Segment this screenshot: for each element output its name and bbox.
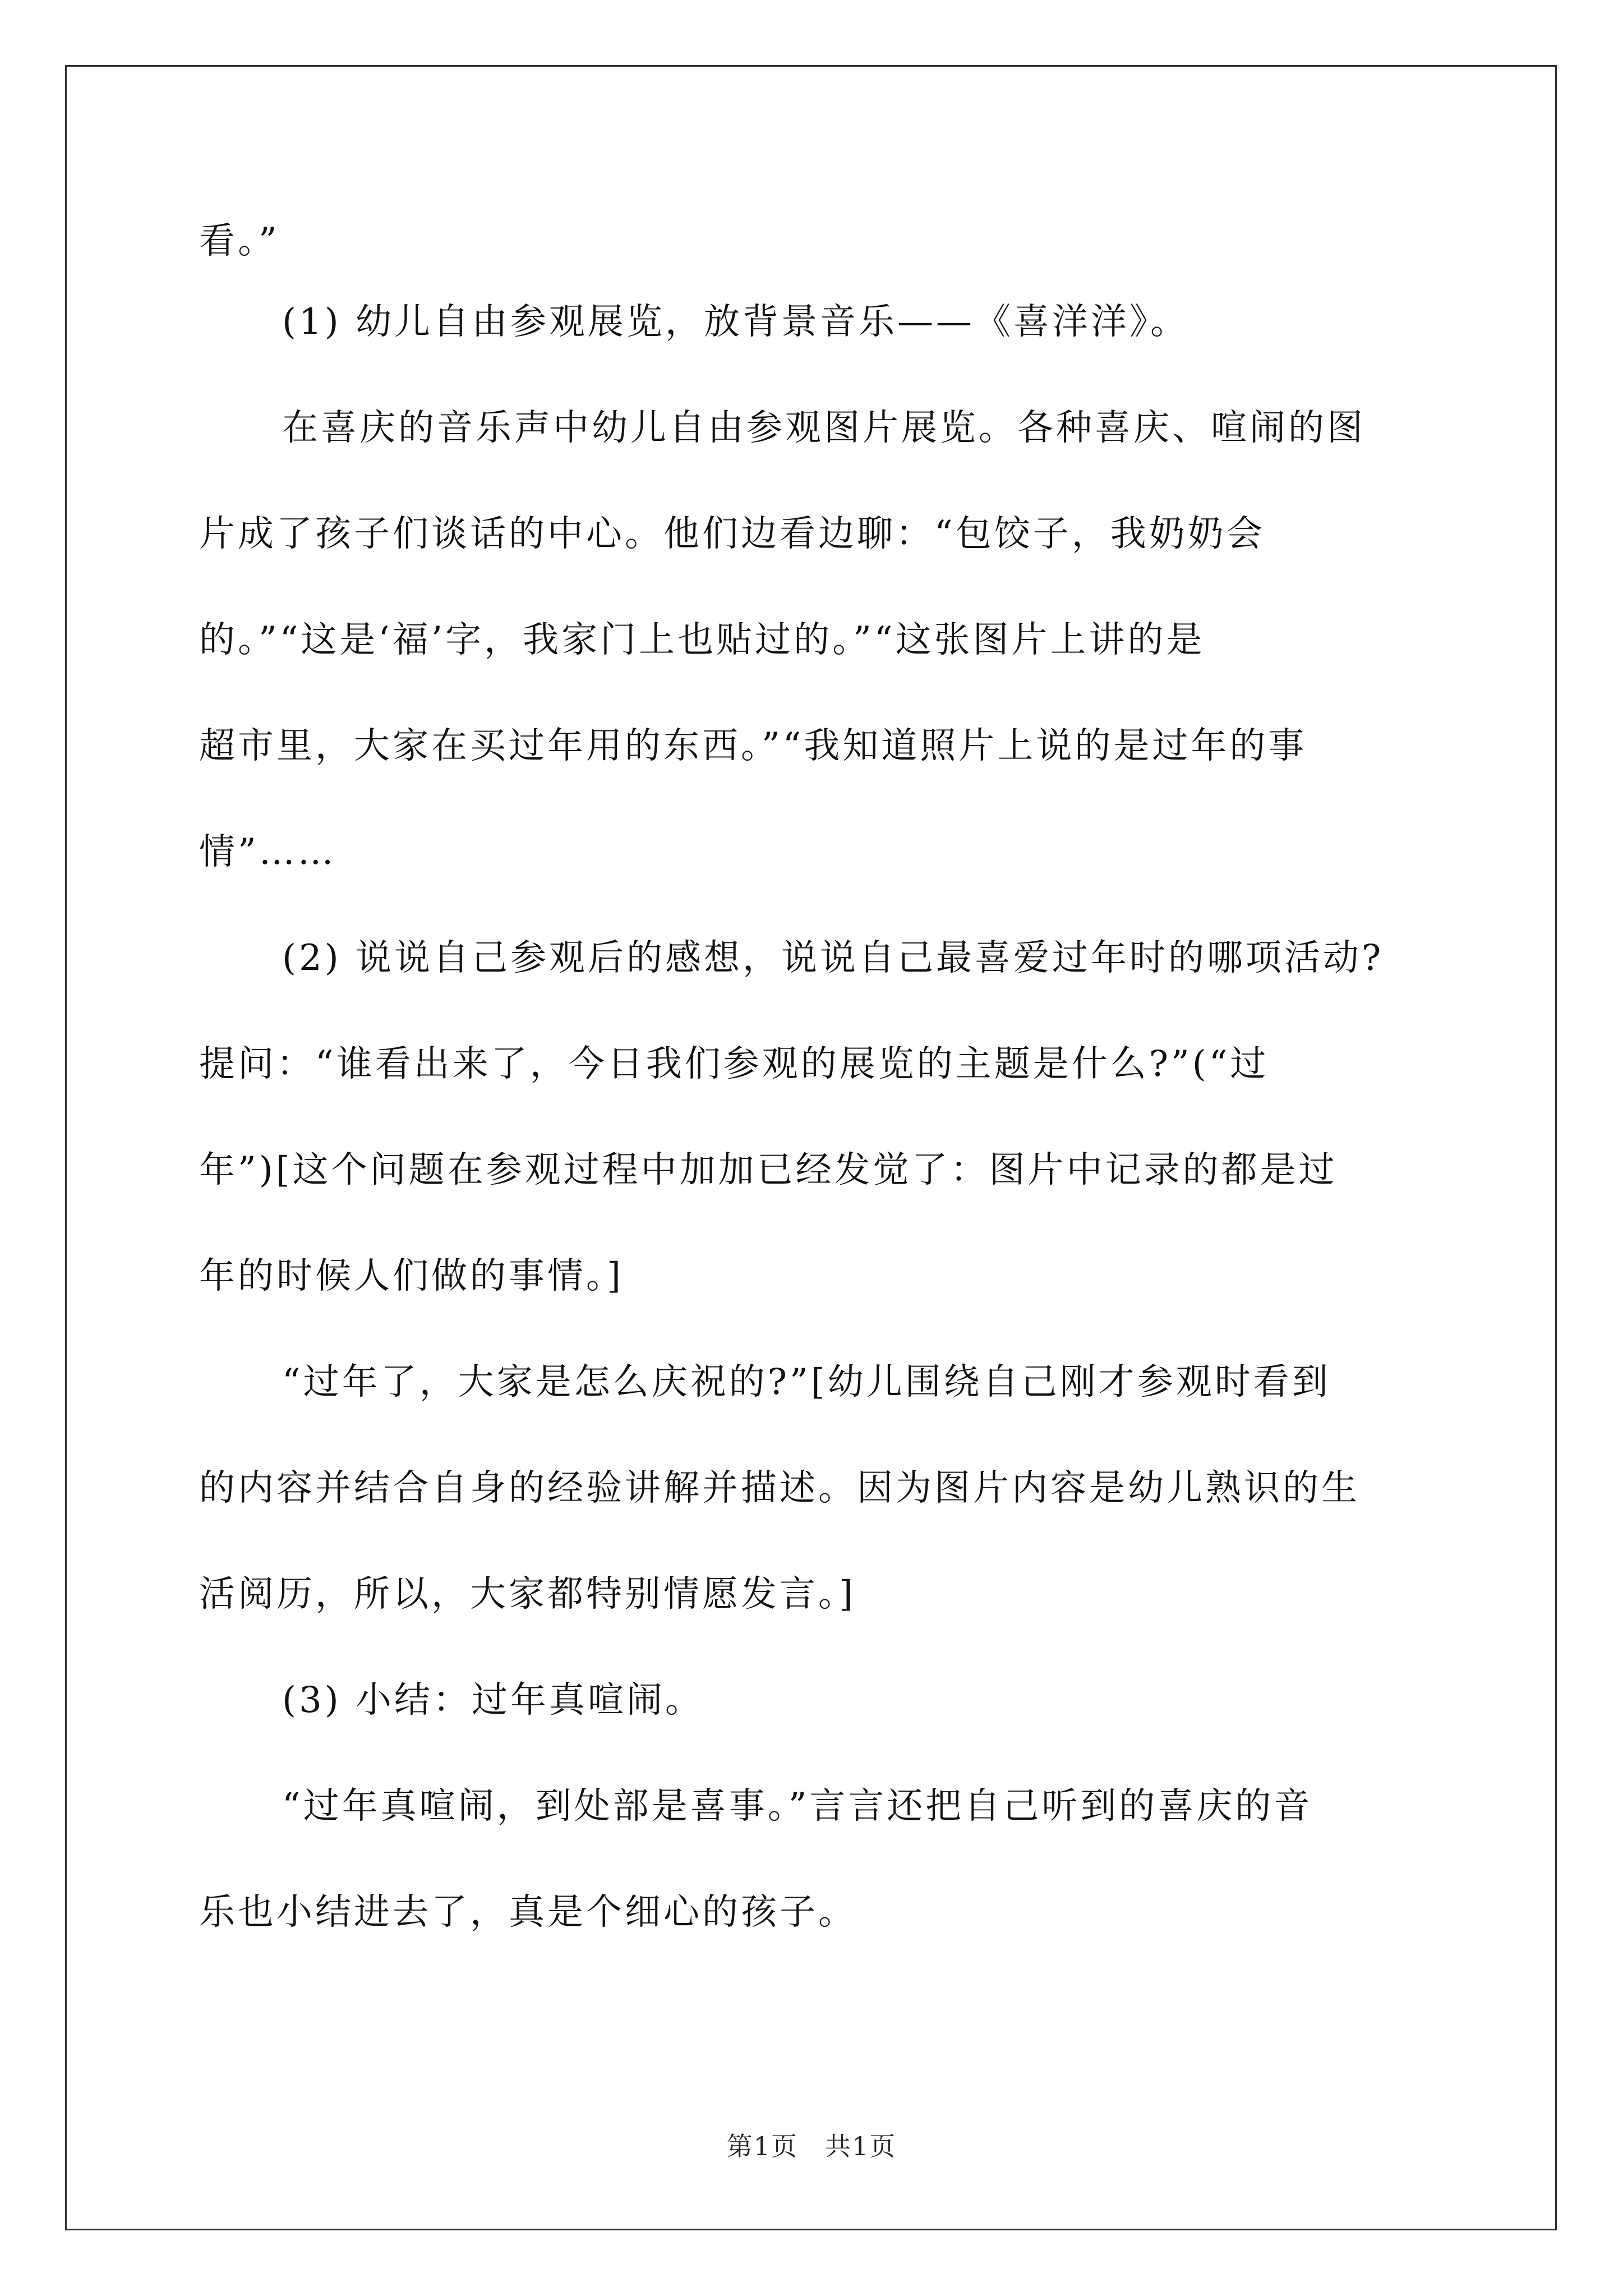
text-line: 超市里，大家在买过年用的东西。”“我知道照片上说的是过年的事	[199, 725, 1307, 767]
text-line: 提问：“谁看出来了，今日我们参观的展览的主题是什么?”(“过	[199, 1043, 1269, 1085]
text-line: (1) 幼儿自由参观展览，放背景音乐——《喜洋洋》。	[282, 301, 1189, 343]
text-line: 看。”	[199, 220, 280, 262]
text-line: 情”……	[199, 831, 336, 873]
text-line: “过年真喧闹，到处部是喜事。”言言还把自己听到的喜庆的音	[282, 1786, 1313, 1827]
page-number: 第1页 共1页	[726, 2131, 897, 2161]
text-line: (3) 小结：过年真喧闹。	[282, 1680, 704, 1721]
document-body	[199, 213, 1427, 1966]
text-line: 活阅历，所以，大家都特别情愿发言。]	[199, 1573, 856, 1615]
text-line: 乐也小结进去了，真是个细心的孩子。	[199, 1892, 857, 1933]
text-line: 在喜庆的音乐声中幼儿自由参观图片展览。各种喜庆、喧闹的图	[282, 407, 1366, 449]
text-line: “过年了，大家是怎么庆祝的?”[幼儿围绕自己刚才参观时看到	[282, 1361, 1331, 1403]
text-line: 的内容并结合自身的经验讲解并描述。因为图片内容是幼儿熟识的生	[199, 1467, 1360, 1509]
text-line: 年的时候人们做的事情。]	[199, 1255, 624, 1297]
text-line: (2) 说说自己参观后的感想，说说自己最喜爱过年时的哪项活动?	[282, 937, 1384, 979]
text-line: 的。”“这是‘福’字，我家门上也贴过的。”“这张图片上讲的是	[199, 619, 1205, 661]
text-line: 年”)[这个问题在参观过程中加加已经发觉了：图片中记录的都是过	[199, 1149, 1338, 1191]
text-line: 片成了孩子们谈话的中心。他们边看边聊：“包饺子，我奶奶会	[199, 513, 1265, 555]
